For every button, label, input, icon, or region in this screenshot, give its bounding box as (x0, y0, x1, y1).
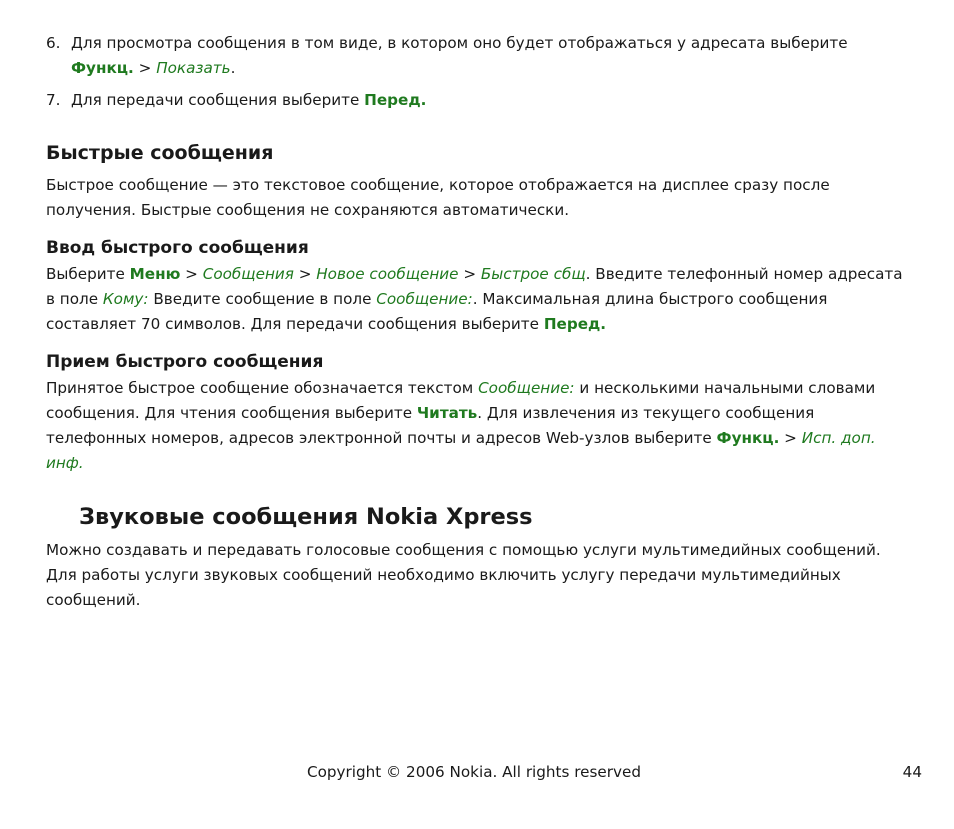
command-funkts: Функц. (716, 429, 780, 447)
list-number: 7. (46, 91, 61, 109)
option-isp-dop-inf: Исп. доп. инф. (46, 429, 876, 472)
option-bystroe-sbsch: Быстрое сбщ (480, 265, 586, 283)
text-run: Выберите (46, 265, 130, 283)
command-funkts: Функц. (71, 59, 134, 77)
text-run: . Максимальная длина быстрого сообщения составляет 70 символов. Для передачи сообщения выберите (46, 290, 828, 333)
section-heading-flash-messages: Быстрые сообщения (46, 142, 274, 164)
menu-separator: > (779, 429, 802, 447)
subheading-write-flash: Ввод быстрого сообщения (46, 238, 309, 258)
step-end: . (230, 59, 236, 77)
page-number: 44 (902, 763, 922, 781)
command-chitat: Читать (416, 404, 478, 422)
text-run: и несколькими начальными словами сообщения. Для чтения сообщения выберите (46, 379, 876, 422)
subheading-receive-flash: Прием быстрого сообщения (46, 352, 324, 372)
section-heading-nokia-xpress: Звуковые сообщения Nokia Xpress (79, 504, 533, 530)
list-number: 6. (46, 34, 61, 52)
flash-intro-paragraph: Быстрое сообщение — это текстовое сообщение, которое отображается на дисплее сразу после получения. Быстрые сообщения не сохраняются автоматически. (46, 176, 830, 219)
receive-flash-paragraph (46, 376, 908, 476)
text-run: Принятое быстрое сообщение обозначается текстом (46, 379, 479, 397)
option-soobshcheniya: Сообщения (202, 265, 294, 283)
write-flash-paragraph (46, 262, 908, 337)
step-text: Для передачи сообщения выберите (71, 91, 365, 109)
menu-separator: > (458, 265, 481, 283)
text-run: . Для извлечения из текущего сообщения телефонных номеров, адресов электронной почты и адресов Web-узлов выберите (46, 404, 815, 447)
list-item-step-6 (46, 31, 906, 81)
menu-separator: > (180, 265, 203, 283)
step-text: Для просмотра сообщения в том виде, в котором оно будет отображаться у адресата выберите (71, 34, 848, 52)
command-menu: Меню (129, 265, 181, 283)
field-komu: Кому: (102, 290, 149, 308)
menu-separator: > (133, 59, 157, 77)
menu-separator: > (293, 265, 317, 283)
list-item-step-7 (46, 88, 906, 113)
list-item-text (46, 31, 906, 81)
command-pered: Перед. (364, 91, 427, 109)
option-pokazat: Показать (156, 59, 231, 77)
indicator-soobshchenie: Сообщение: (478, 379, 575, 397)
copyright-notice: Copyright © 2006 Nokia. All rights reserved (307, 763, 641, 781)
xpress-paragraph: Можно создавать и передавать голосовые сообщения с помощью услуги мультимедийных сообщений. Для работы услуги звуковых сообщений необходимо включить услугу передачи мультимедийных сообщений. (46, 541, 881, 609)
command-pered: Перед. (543, 315, 607, 333)
text-run: Введите сообщение в поле (148, 290, 377, 308)
list-item-text (46, 88, 906, 113)
field-soobshchenie: Сообщение: (376, 290, 473, 308)
option-novoe-soobshchenie: Новое сообщение (316, 265, 459, 283)
text-run: . Введите телефонный номер адресата в поле (46, 265, 903, 308)
